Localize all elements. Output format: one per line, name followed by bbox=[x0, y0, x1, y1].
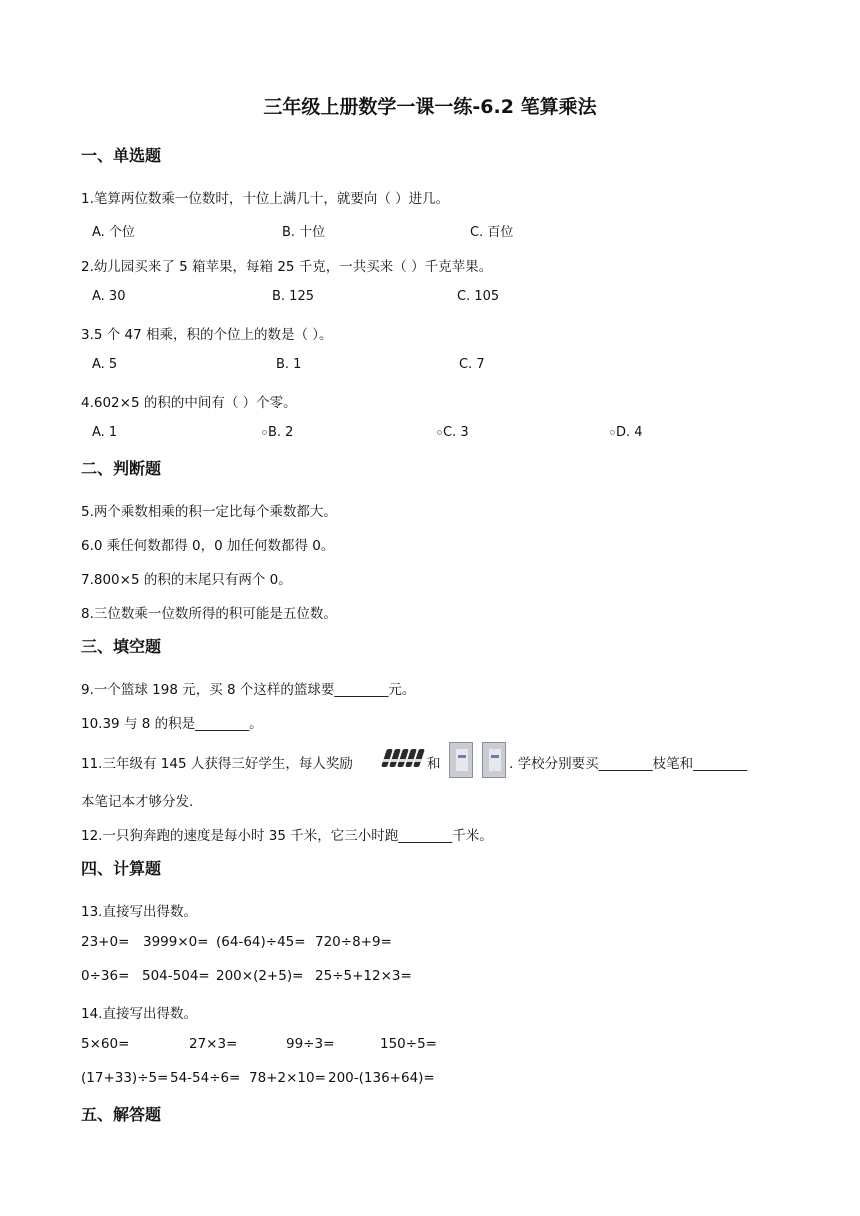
q3-option-b[interactable]: B. 1 bbox=[276, 357, 302, 372]
q14-expr: (17+33)÷5= bbox=[81, 1070, 169, 1086]
q1-option-b[interactable]: B. 十位 bbox=[282, 225, 326, 240]
section-heading-true-false: 二、判断题 bbox=[81, 459, 162, 478]
q3-option-a[interactable]: A. 5 bbox=[92, 357, 118, 372]
question-4: 4.602×5 的积的中间有（ ）个零。 bbox=[81, 395, 297, 411]
question-14: 14.直接写出得数。 bbox=[81, 1006, 197, 1022]
q1-option-c[interactable]: C. 百位 bbox=[470, 225, 514, 240]
q14-expr: 99÷3= bbox=[286, 1036, 335, 1052]
question-13: 13.直接写出得数。 bbox=[81, 904, 197, 920]
question-10: 10.39 与 8 的积是________。 bbox=[81, 716, 263, 732]
q2-option-b[interactable]: B. 125 bbox=[272, 289, 314, 304]
q4-option-b-label: B. 2 bbox=[268, 425, 294, 440]
question-1: 1.笔算两位数乘一位数时，十位上满几十，就要向（ ）进几。 bbox=[81, 191, 450, 207]
question-2: 2.幼儿园买来了 5 箱苹果，每箱 25 千克，一共买来（ ）千克苹果。 bbox=[81, 259, 493, 275]
q4-option-b[interactable] bbox=[262, 425, 293, 440]
q4-option-d-label: D. 4 bbox=[616, 425, 643, 440]
q13-expr: 23+0= bbox=[81, 934, 130, 950]
notebook-icon bbox=[482, 742, 506, 778]
bullet-dot-icon bbox=[262, 430, 267, 435]
question-12: 12.一只狗奔跑的速度是每小时 35 千米，它三小时跑________千米。 bbox=[81, 828, 493, 844]
section-heading-calculation: 四、计算题 bbox=[81, 859, 162, 878]
q4-option-c-label: C. 3 bbox=[443, 425, 469, 440]
q2-option-c[interactable]: C. 105 bbox=[457, 289, 500, 304]
question-11-part2: . 学校分别要买________枝笔和________ bbox=[509, 756, 748, 772]
pens-image bbox=[382, 745, 426, 775]
q2-option-a[interactable]: A. 30 bbox=[92, 289, 126, 304]
q13-expr: 200×(2+5)= bbox=[216, 968, 304, 984]
question-11-and: 和 bbox=[427, 756, 441, 772]
q14-expr: 54-54÷6= bbox=[170, 1070, 241, 1086]
q13-expr: 720÷8+9= bbox=[315, 934, 392, 950]
q14-expr: 5×60= bbox=[81, 1036, 130, 1052]
question-5: 5.两个乘数相乘的积一定比每个乘数都大。 bbox=[81, 504, 337, 520]
bullet-dot-icon bbox=[437, 430, 442, 435]
q13-expr: 0÷36= bbox=[81, 968, 130, 984]
question-3: 3.5 个 47 相乘，积的个位上的数是（ ）。 bbox=[81, 327, 333, 343]
q14-expr: 200-(136+64)= bbox=[328, 1070, 435, 1086]
q4-option-c[interactable] bbox=[437, 425, 469, 440]
notebook-icon bbox=[449, 742, 473, 778]
bullet-dot-icon bbox=[610, 430, 615, 435]
q13-expr: 3999×0= bbox=[143, 934, 209, 950]
question-11-part1: 11.三年级有 145 人获得三好学生，每人奖励 bbox=[81, 756, 353, 772]
q13-expr: (64-64)÷45= bbox=[216, 934, 306, 950]
q1-option-a[interactable]: A. 个位 bbox=[92, 225, 135, 240]
q13-expr: 25÷5+12×3= bbox=[315, 968, 412, 984]
question-9: 9.一个篮球 198 元，买 8 个这样的篮球要________元。 bbox=[81, 682, 416, 698]
q3-option-c[interactable]: C. 7 bbox=[459, 357, 485, 372]
question-8: 8.三位数乘一位数所得的积可能是五位数。 bbox=[81, 606, 337, 622]
section-heading-word-problems: 五、解答题 bbox=[81, 1105, 162, 1124]
question-11-line2: 本笔记本才够分发. bbox=[81, 794, 194, 810]
page-title: 三年级上册数学一课一练-6.2 笔算乘法 bbox=[263, 96, 597, 118]
q14-expr: 27×3= bbox=[189, 1036, 238, 1052]
q13-expr: 504-504= bbox=[142, 968, 210, 984]
question-6: 6.0 乘任何数都得 0，0 加任何数都得 0。 bbox=[81, 538, 335, 554]
section-heading-single-choice: 一、单选题 bbox=[81, 146, 162, 165]
question-7: 7.800×5 的积的末尾只有两个 0。 bbox=[81, 572, 292, 588]
q14-expr: 150÷5= bbox=[380, 1036, 437, 1052]
q14-expr: 78+2×10= bbox=[249, 1070, 326, 1086]
q4-option-d[interactable] bbox=[610, 425, 643, 440]
q4-option-a[interactable]: A. 1 bbox=[92, 425, 118, 440]
section-heading-fill-in: 三、填空题 bbox=[81, 637, 162, 656]
